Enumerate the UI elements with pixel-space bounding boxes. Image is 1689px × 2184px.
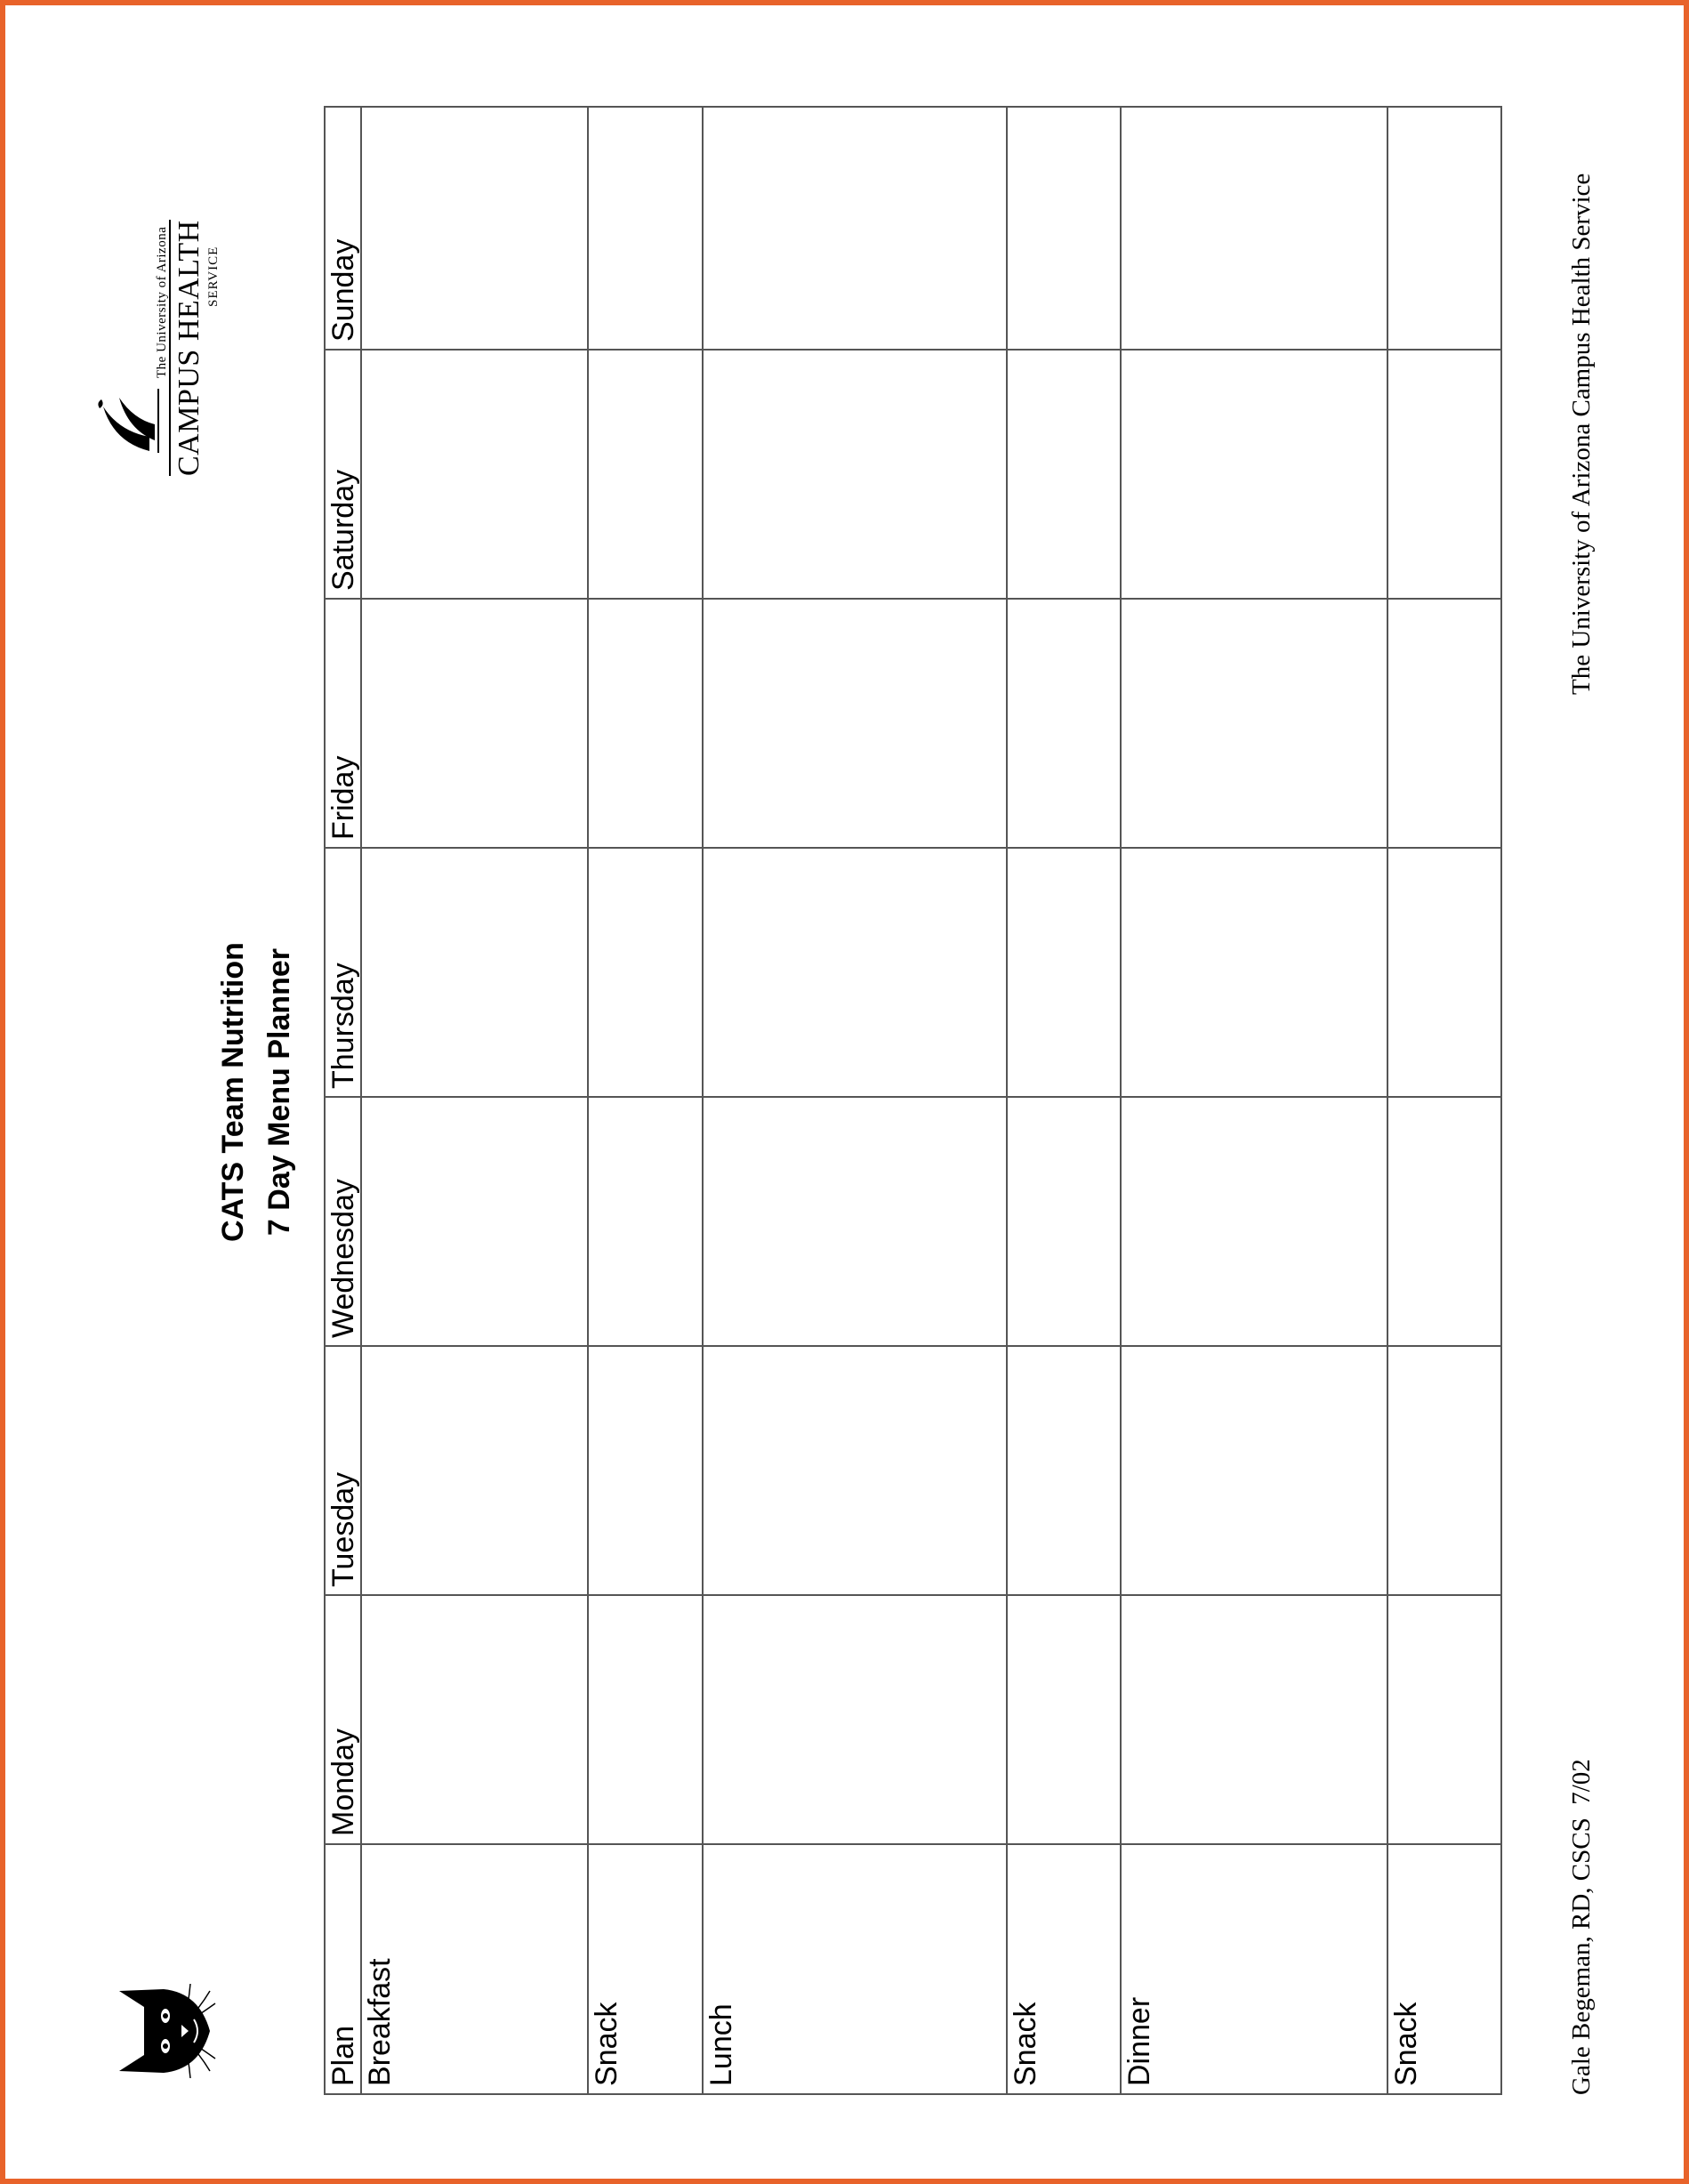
meal-label: Dinner [1121, 1844, 1387, 2094]
header-day: Thursday [325, 848, 361, 1097]
menu-cell[interactable] [588, 599, 703, 848]
menu-cell[interactable] [1121, 848, 1387, 1097]
header-plan: Plan [325, 1844, 361, 2094]
meal-label: Snack [588, 1844, 703, 2094]
title-line-1: CATS Team Nutrition [216, 942, 250, 1242]
menu-cell[interactable] [588, 1097, 703, 1346]
meal-label: Breakfast [361, 1844, 588, 2094]
menu-cell[interactable] [703, 1595, 1007, 1844]
header-day: Wednesday [325, 1097, 361, 1346]
menu-cell[interactable] [1007, 1097, 1121, 1346]
menu-cell[interactable] [588, 848, 703, 1097]
menu-cell[interactable] [1387, 1346, 1501, 1595]
menu-cell[interactable] [361, 848, 588, 1097]
title-line-2: 7 Day Menu Planner [262, 947, 296, 1237]
footer-author: Gale Begeman, RD, CSCS 7/02 [1567, 1759, 1596, 2095]
menu-cell[interactable] [1007, 1346, 1121, 1595]
table-row [703, 107, 1007, 2094]
logo-university-text: The University of Arizona [155, 226, 169, 378]
menu-cell[interactable] [1387, 1097, 1501, 1346]
meal-label: Snack [1007, 1844, 1121, 2094]
menu-cell[interactable] [703, 1097, 1007, 1346]
menu-cell[interactable] [588, 1595, 703, 1844]
table-row [1007, 107, 1121, 2094]
menu-cell[interactable] [1007, 107, 1121, 350]
table-row [1121, 107, 1387, 2094]
wildcat-head-icon [92, 1973, 217, 2089]
logo-service-text: SERVICE [206, 246, 221, 307]
menu-cell[interactable] [1387, 599, 1501, 848]
menu-cell[interactable] [1007, 1595, 1121, 1844]
logo-campus-health-text: CAMPUS HEALTH [169, 220, 206, 476]
menu-cell[interactable] [361, 599, 588, 848]
menu-cell[interactable] [703, 350, 1007, 599]
menu-cell[interactable] [1387, 1595, 1501, 1844]
menu-cell[interactable] [1007, 350, 1121, 599]
menu-cell[interactable] [1007, 848, 1121, 1097]
menu-cell[interactable] [703, 599, 1007, 848]
menu-cell[interactable] [588, 350, 703, 599]
header-day: Friday [325, 599, 361, 848]
menu-cell[interactable] [703, 107, 1007, 350]
menu-cell[interactable] [1121, 1595, 1387, 1844]
menu-cell[interactable] [361, 107, 588, 350]
menu-cell[interactable] [361, 1595, 588, 1844]
menu-cell[interactable] [588, 1346, 703, 1595]
menu-cell[interactable] [1121, 1346, 1387, 1595]
menu-cell[interactable] [1121, 599, 1387, 848]
menu-cell[interactable] [1387, 107, 1501, 350]
menu-cell[interactable] [588, 107, 703, 350]
header-day: Tuesday [325, 1346, 361, 1595]
menu-planner-table [324, 106, 1502, 2095]
meal-label: Lunch [703, 1844, 1007, 2094]
menu-cell[interactable] [1007, 599, 1121, 848]
menu-cell[interactable] [703, 1346, 1007, 1595]
table-header-row [325, 107, 361, 2094]
footer-organization: The University of Arizona Campus Health Service [1567, 173, 1596, 695]
menu-cell[interactable] [1387, 350, 1501, 599]
table-row [361, 107, 588, 2094]
header-day: Monday [325, 1595, 361, 1844]
table-row [1387, 107, 1501, 2094]
table-row [588, 107, 703, 2094]
campus-health-swoosh-icon [96, 380, 171, 460]
menu-cell[interactable] [1121, 107, 1387, 350]
menu-cell[interactable] [1387, 848, 1501, 1097]
menu-cell[interactable] [361, 1346, 588, 1595]
campus-health-logo [96, 218, 229, 476]
header-day: Sunday [325, 107, 361, 350]
menu-cell[interactable] [1121, 350, 1387, 599]
menu-cell[interactable] [361, 1097, 588, 1346]
menu-cell[interactable] [361, 350, 588, 599]
menu-cell[interactable] [703, 848, 1007, 1097]
menu-cell[interactable] [1121, 1097, 1387, 1346]
header-day: Saturday [325, 350, 361, 599]
meal-label: Snack [1387, 1844, 1501, 2094]
